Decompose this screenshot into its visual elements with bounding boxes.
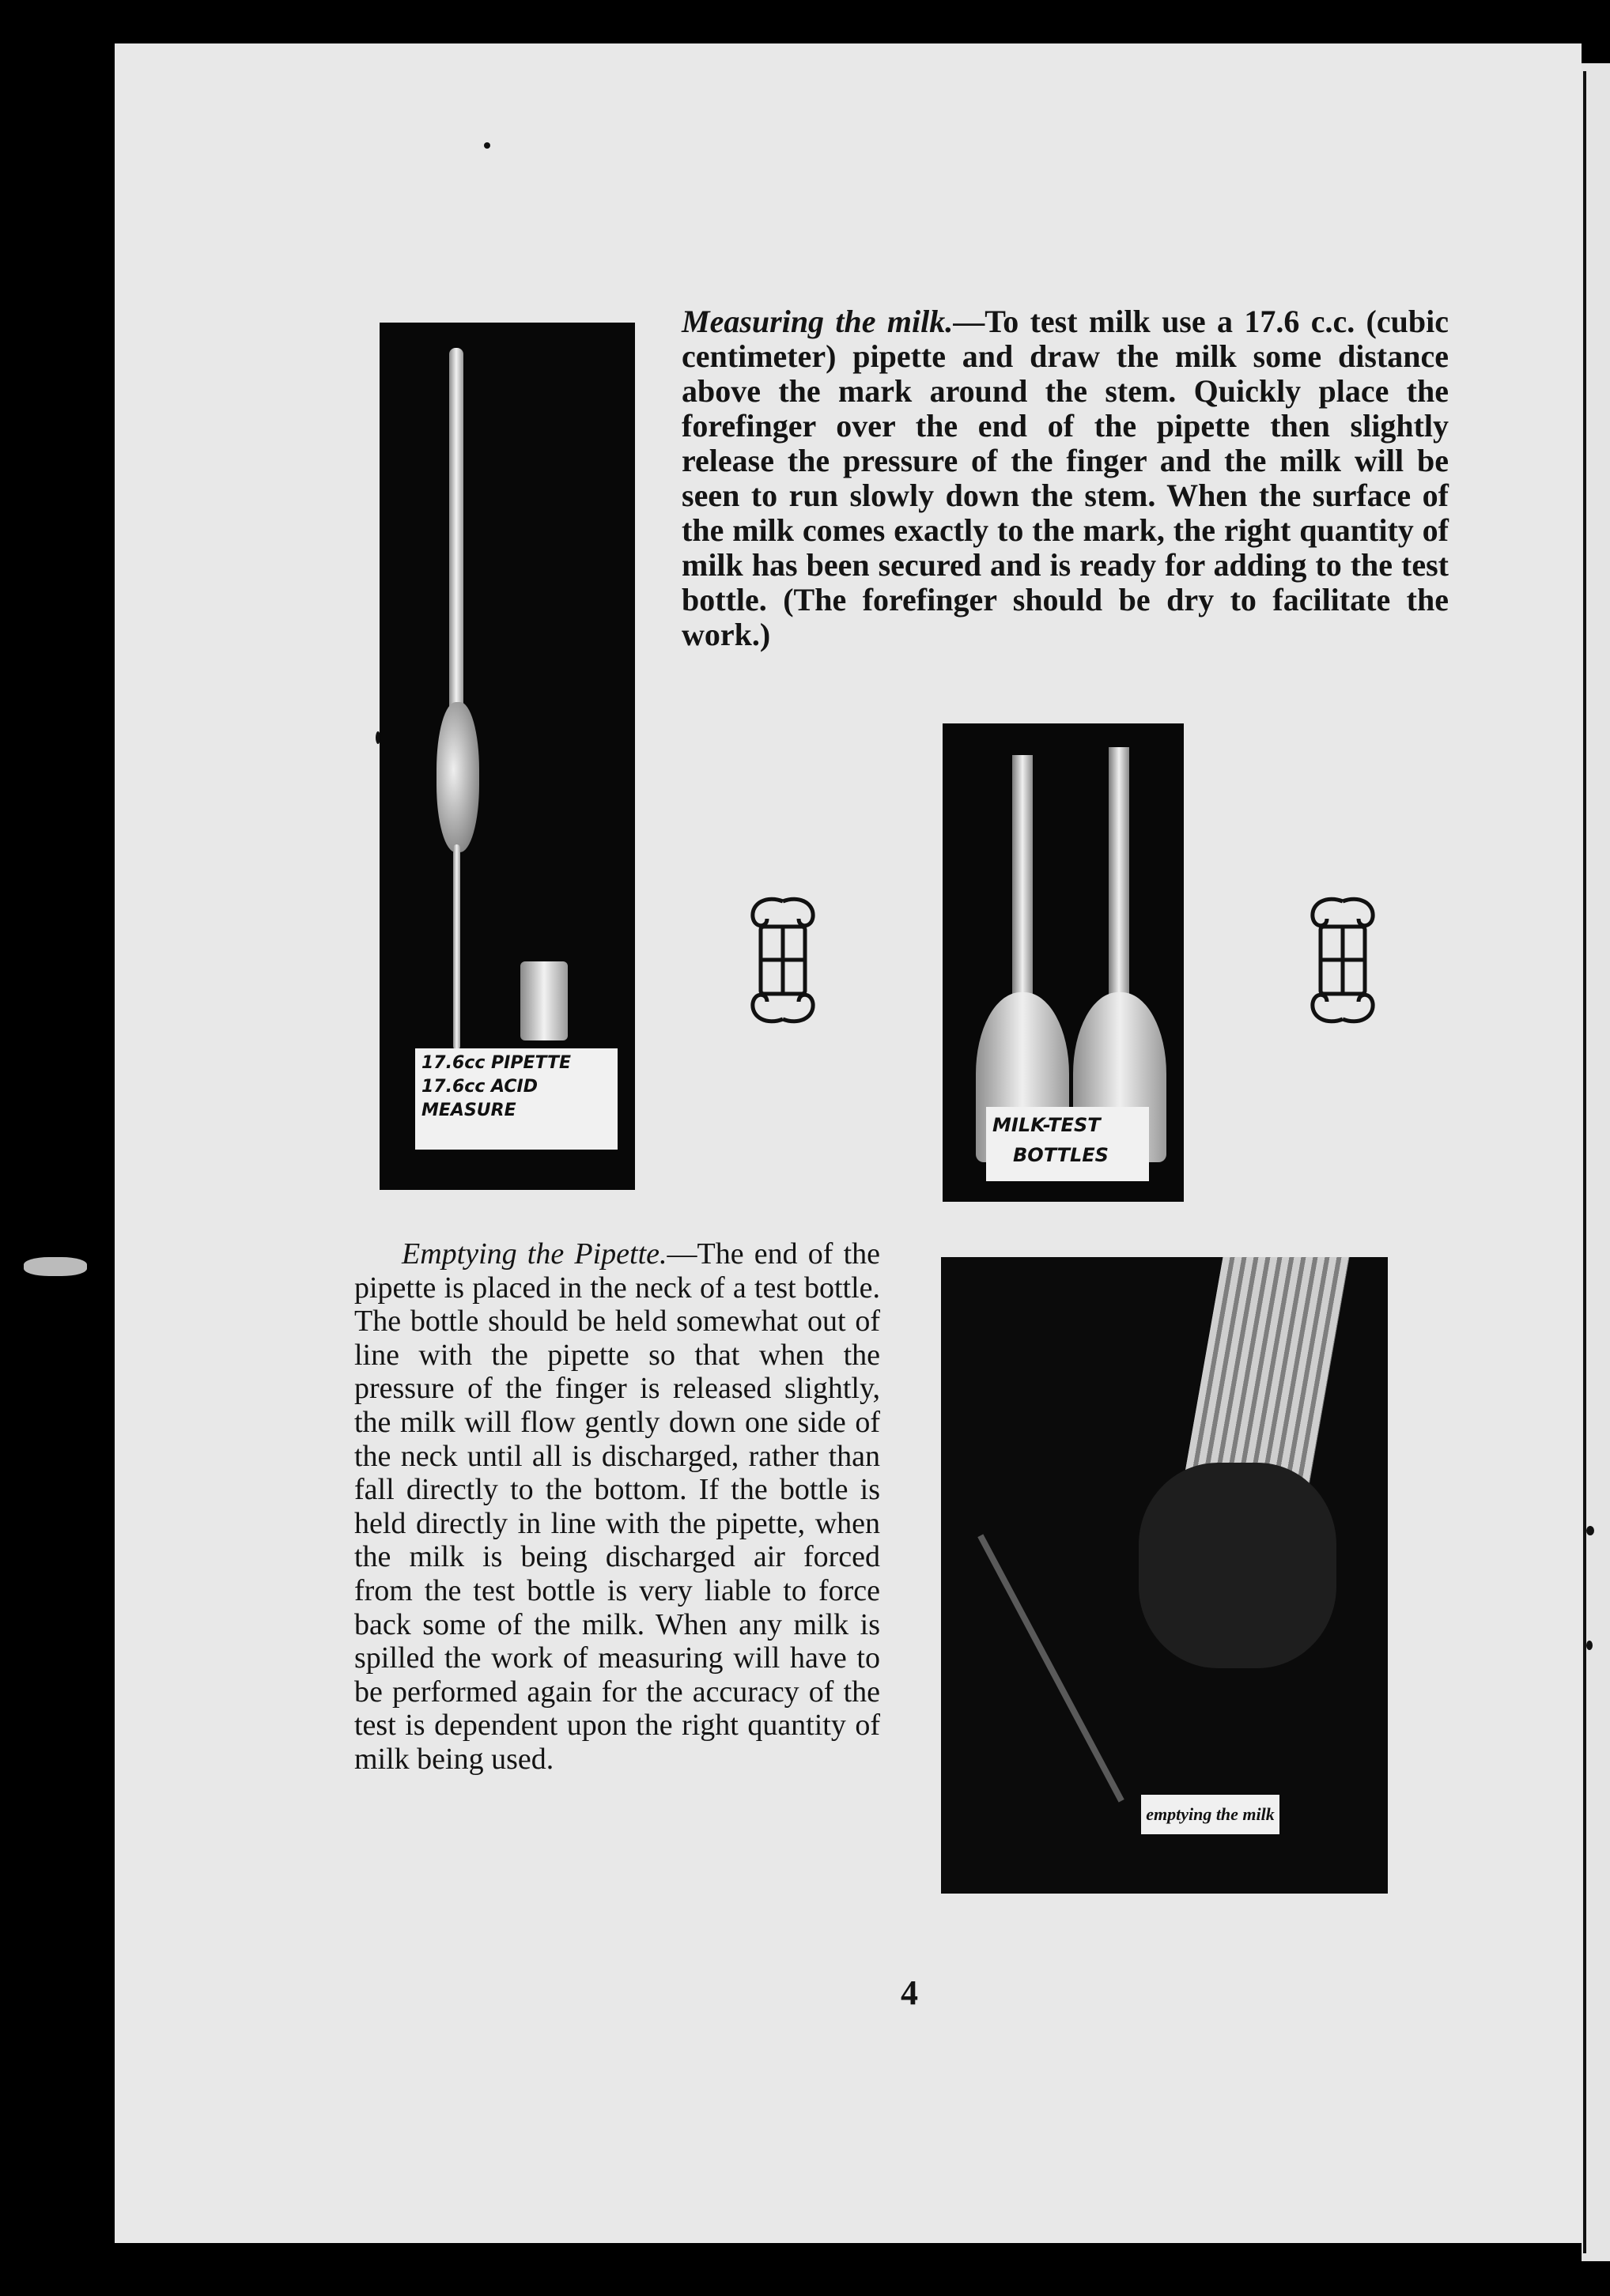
measuring-paragraph <box>682 304 1449 652</box>
emptying-caption: emptying the milk <box>1141 1795 1279 1834</box>
scan-speck <box>24 1257 87 1276</box>
bottles-label-line2: BOTTLES <box>1013 1144 1109 1166</box>
bottles-label <box>986 1107 1149 1181</box>
pipette-label <box>415 1048 618 1150</box>
measuring-heading: Measuring the milk. <box>682 304 954 339</box>
bottle-neck-right <box>1109 747 1129 1016</box>
sleeve-cuff <box>1181 1257 1350 1494</box>
measuring-body: —To test milk use a 17.6 c.c. (cubic centimeter) pipette and draw the milk some distance above the mark around the stem. Quickly place the forefinger over the end of the pipette then slightly release the pressure of the finger and the milk will be seen to run slowly down the stem. When the surface of the milk comes exactly to the mark, the right quantity of milk has been secured and is ready for adding to the test bottle. (The forefinger should be dry to facilitate the work.) <box>682 304 1449 652</box>
pipette-photo <box>380 323 635 1190</box>
scan-speck <box>1586 1526 1594 1535</box>
pipette-label-line2: 17.6cc ACID MEASURE <box>421 1077 538 1120</box>
page-number: 4 <box>901 1973 918 2012</box>
pipette-label-line1: 17.6cc PIPETTE <box>421 1053 572 1073</box>
ornament-left <box>743 895 822 1025</box>
scan-speck <box>1586 1641 1593 1650</box>
scan-speck <box>484 142 490 149</box>
arm-shadow <box>1139 1463 1336 1668</box>
pipette-line <box>977 1534 1124 1802</box>
bottles-label-line1: MILK-TEST <box>992 1114 1101 1136</box>
pipette-upper-stem <box>449 348 463 712</box>
bottle-neck-left <box>1012 755 1033 1016</box>
page-fold-line <box>1583 71 1586 2253</box>
milk-test-bottles-photo <box>943 723 1184 1202</box>
emptying-paragraph <box>354 1237 880 1777</box>
pipette-lower-stem <box>453 844 460 1050</box>
emptying-body: —The end of the pipette is placed in the neck of a test bottle. The bottle should be held somewhat out of line with the pipette so that when the pressure of the finger is released slightly, the milk will flow gently down one side of the neck until all is discharged, rather than fall directly to the bottom. If the bottle is held directly in line with the pipette, when the milk is being discharged air forced from the test bottle is very liable to force back some of the milk. When any milk is spilled the work of measuring will have to be performed again for the accuracy of the test is dependent upon the right quantity of milk being used. <box>354 1237 880 1776</box>
emptying-heading: Emptying the Pipette. <box>402 1237 667 1271</box>
pipette-bulb <box>437 702 479 852</box>
acid-measure-cup <box>520 961 568 1040</box>
ornament-right <box>1303 895 1382 1025</box>
